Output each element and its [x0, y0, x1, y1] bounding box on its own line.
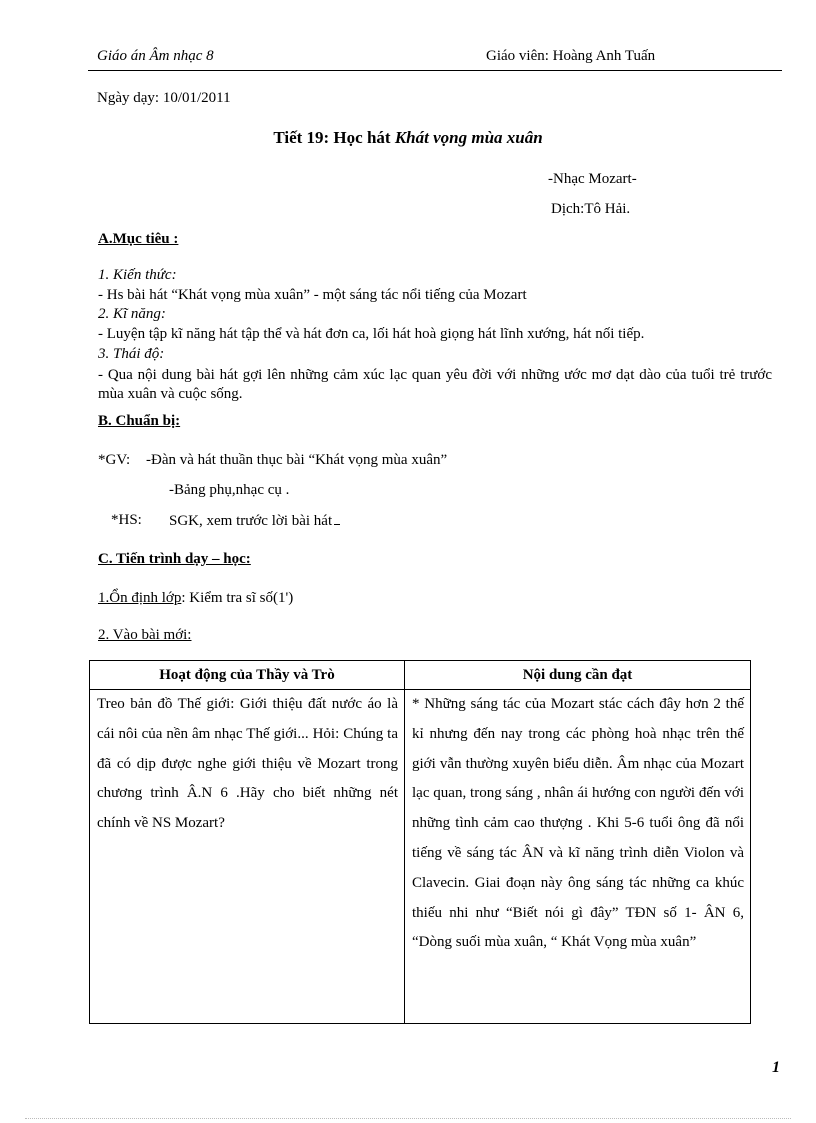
table-row [90, 690, 751, 1024]
lesson-title-prefix: Tiết 19: Học hát [273, 128, 395, 147]
lesson-table [89, 660, 751, 1024]
translation-credit: Dịch:Tô Hải. [551, 201, 631, 217]
skills-label: 2. Kĩ năng: [98, 306, 166, 322]
step-2: 2. Vào bài mới: [98, 627, 192, 643]
underscore-mark [334, 512, 340, 525]
header-divider [88, 70, 782, 71]
page-number: 1 [772, 1059, 780, 1076]
table-header-content: Nội dung cần đạt [405, 661, 751, 690]
page-bottom-border [25, 1118, 791, 1119]
teacher-activity-cell: Treo bản đồ Thế giới: Giới thiệu đất nước áo là cái nôi của nền âm nhạc Thế giới... Hỏi: Chúng ta đã có dịp được nghe giới thiệu về Mozart trong chương trình Â.N 6 .Hãy cho biết những nét chính về NS Mozart? [90, 690, 405, 1024]
section-c-heading: C. Tiến trình dạy – học: [98, 551, 251, 567]
hs-item [169, 512, 340, 530]
header-right: Giáo viên: Hoàng Anh Tuấn [486, 48, 656, 64]
hs-item-text: SGK, xem trước lời bài hát [169, 513, 333, 529]
table-header-activity: Hoạt động của Thầy và Trò [90, 661, 405, 690]
table-header-row [90, 661, 751, 690]
section-a-heading: A.Mục tiêu : [98, 231, 179, 247]
hs-label: *HS: [111, 512, 142, 528]
gv-item-1: -Đàn và hát thuần thục bài “Khát vọng mùa xuân” [146, 452, 448, 468]
gv-item-2: -Bảng phụ,nhạc cụ . [169, 482, 290, 498]
knowledge-label: 1. Kiến thức: [98, 267, 177, 283]
step-1 [98, 590, 293, 607]
lesson-title [0, 128, 816, 148]
section-b-heading: B. Chuẩn bị: [98, 413, 181, 429]
step-1-label: 1.Ổn định lớp [98, 590, 182, 606]
gv-label: *GV: [98, 452, 131, 468]
song-title: Khát vọng mùa xuân [394, 128, 543, 147]
step-1-text: : Kiểm tra sĩ số(1') [181, 590, 294, 606]
header-left: Giáo án Âm nhạc 8 [97, 48, 214, 64]
music-credit: -Nhạc Mozart- [548, 171, 637, 187]
content-cell: * Những sáng tác của Mozart stác cách đây hơn 2 thế kỉ nhưng đến nay trong các phòng hoà nhạc trên thế giới vẫn thường xuyên biểu diễn. Âm nhạc của Mozart lạc quan, trong sáng , nhân ái hướng con người đến với những tình cảm cao thượng . Khi 5-6 tuổi ông đã nổi tiếng về sáng tác ÂN và kĩ năng trình diễn Violon và Clavecin. Giai đoạn này ông sáng tác những ca khúc thiếu nhi như “Biết nói gì đây” TĐN số 1- ÂN 6, “Dòng suối mùa xuân, “ Khát Vọng mùa xuân” [405, 690, 751, 1024]
attitude-text: - Qua nội dung bài hát gợi lên những cảm xúc lạc quan yêu đời với những ước mơ dạt dào của tuổi trẻ trước mùa xuân và cuộc sống. [98, 367, 772, 402]
attitude-label: 3. Thái độ: [98, 346, 165, 362]
teaching-date: Ngày dạy: 10/01/2011 [97, 90, 231, 106]
knowledge-text: - Hs bài hát “Khát vọng mùa xuân” - một sáng tác nổi tiếng của Mozart [98, 287, 527, 303]
skills-text: - Luyện tập kĩ năng hát tập thể và hát đơn ca, lối hát hoà giọng hát lĩnh xướng, hát nối tiếp. [98, 326, 645, 342]
